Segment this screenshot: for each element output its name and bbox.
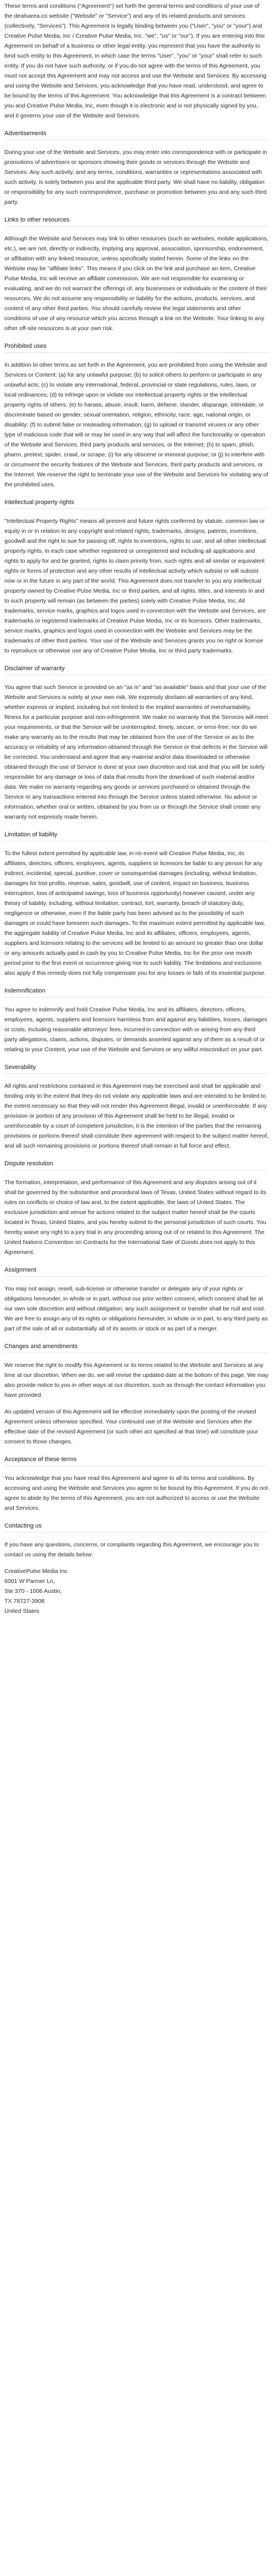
section-paragraph: Although the Website and Services may link to other resources (such as websites, mobile applications, etc.), we are not, directly or indirectly, implying any approval, association, sponsorship, endorsement, or affiliation with any linked resource, unless specifically stated herein. Some of the links on the Website may be "affiliate links". This means if you click on the link and purchase an item, Creative Pulse Media, Inc will receive an affiliate commission. We are not responsible for examining or evaluating, and we do not warrant the offerings of, any businesses or individuals or the content of their resources. We do not assume any responsibility or liability for the actions, products, services, and content of any other third parties. You should carefully review the legal statements and other conditions of use of any resource which you access through a link on the Website. Your linking to any other off-site resources is at your own risk. — [4, 235, 269, 332]
section-paragraph: During your use of the Website and Services, you may enter into correspondence with or participate in promotions of advertisers or sponsors showing their goods or services through the Website and Services. Any such activity, and any terms, conditions, warranties or representations associated with such activity, is solely between you and the applicable third party. We shall have no liability, obligation or responsibility for any such correspondence, purchase or promotion between you and any such third party. — [4, 149, 267, 205]
section-prohibited-uses — [4, 341, 269, 490]
section-heading: Disclaimer of warranty — [4, 664, 269, 675]
section-paragraph: You agree that such Service is provided on an "as is" and "as available" basis and that your use of the Website and Services is solely at your own risk. We expressly disclaim all warranties of any kind, whether express or implied, including but not limited to the implied warranties of merchantability, fitness for a particular purpose and non-infringement. We make no warranty that the Services will meet your requirements, or that the Service will be uninterrupted, timely, secure, or error-free; nor do we make any warranty as to the results that may be obtained from the use of the Service or as to the accuracy or reliability of any information obtained through the Service or that defects in the Service will be corrected. You understand and agree that any material and/or data downloaded or otherwise obtained through the use of Service is done at your own discretion and risk and that you will be solely responsible for any damage or loss of data that results from the download of such material and/or data. We make no warranty regarding any goods or services purchased or obtained through the Service or any transactions entered into through the Service unless stated otherwise. No advice or information, whether oral or written, obtained by you from us or through the Service shall create any warranty not expressly made herein. — [4, 684, 269, 820]
section-heading: Advertisements — [4, 128, 269, 140]
section-heading: Changes and amendments — [4, 1341, 269, 1353]
section-heading: Severability — [4, 1062, 269, 1074]
section-paragraph: In addition to other terms as set forth in the Agreement, you are prohibited from using the Website and Services or Content: (a) for any unlawful purpose; (b) to solicit others to perform or participate in any unlawful acts; (c) to violate any international, federal, provincial or state regulations, rules, laws, or local ordinances; (d) to infringe upon or violate our intellectual property rights or the intellectual property rights of others; (e) to harass, abuse, insult, harm, defame, slander, disparage, intimidate, or discriminate based on gender, sexual orientation, religion, ethnicity, race, age, national origin, or disability; (f) to submit false or misleading information; (g) to upload or transmit viruses or any other type of malicious code that will or may be used in any way that will affect the functionality or operation of the Website and Services, third party products and services, or the Internet; (h) to spam, phish, pharm, pretext, spider, crawl, or scrape; (i) for any obscene or immoral purpose; or (j) to interfere with or circumvent the security features of the Website and Services, third party products and services, or the Internet. We reserve the right to terminate your use of the Website and Services for violating any of the prohibited uses. — [4, 362, 269, 488]
section-changes-and-amendments — [4, 1341, 269, 1447]
section-disclaimer-of-warranty — [4, 664, 269, 822]
intro-section — [4, 1, 269, 121]
section-dispute-resolution — [4, 1159, 269, 1257]
section-heading: Prohibited uses — [4, 341, 269, 353]
section-assignment — [4, 1265, 269, 1334]
section-paragraph: To the fullest extent permitted by applicable law, in no event will Creative Pulse Media, Inc, its affiliates, directors, officers, employees, agents, suppliers or licensors be liable to any person for any indirect, incidental, special, punitive, cover or consequential damages (including, without limitation, damages for lost profits, revenue, sales, goodwill, use of content, impact on business, business interruption, loss of anticipated savings, loss of business opportunity) however caused, under any theory of liability, including, without limitation, contract, tort, warranty, breach of statutory duty, negligence or otherwise, even if the liable party has been advised as to the possibility of such damages or could have foreseen such damages. To the maximum extent permitted by applicable law, the aggregate liability of Creative Pulse Media, Inc and its affiliates, officers, employees, agents, suppliers and licensors relating to the services will be limited to an amount no greater than one dollar or any amounts actually paid in cash by you to Creative Pulse Media, Inc for the prior one month period prior to the first event or occurrence giving rise to such liability. The limitations and exclusions also apply if this remedy does not fully compensate you for any losses or fails of its essential purpose. — [4, 850, 266, 976]
section-paragraph: You may not assign, resell, sub-license or otherwise transfer or delegate any of your rights or obligations hereunder, in whole or in part, without our prior written consent, which consent shall be at our own sole discretion and without obligation; any such assignment or transfer shall be null and void. We are free to assign any of its rights or obligations hereunder, in whole or in part, to any third party as part of the sale of all or substantially all of its assets or stock or as part of a merger. — [4, 1286, 268, 1332]
section-advertisements — [4, 128, 269, 207]
section-paragraph: An updated version of this Agreement will be effective immediately upon the posting of the revised Agreement unless otherwise specified. Your continued use of the Website and Services after the effective date of the revised Agreement (or such other act specified at that time) will constitute your consent to those changes. — [4, 1408, 258, 1445]
section-paragraph: All rights and restrictions contained in this Agreement may be exercised and shall be applicable and binding only to the extent that they do not violate any applicable laws and are intended to be limited to the extent necessary so that they will not render this Agreement illegal, invalid or unenforceable. If any provision or portion of any provision of this Agreement shall be held to be illegal, invalid or unenforceable by a court of competent jurisdiction, it is the intention of the parties that the remaining provisions or portions thereof shall constitute their agreement with respect to the subject matter hereof, and all such remaining provisions or portions thereof shall remain in full force and effect. — [4, 1083, 269, 1149]
section-indemnification — [4, 986, 269, 1055]
contact-street: 6001 W Parmer Ln, — [4, 1578, 55, 1585]
section-paragraph: "Intellectual Property Rights" means all present and future rights conferred by statute, common law or equity in or in relation to any copyright and related rights, trademarks, designs, patents, inventions, goodwill and the right to sue for passing off, rights to inventions, rights to use, and all other intellectual property rights, in each case whether registered or unregistered and including all applications and rights to apply for and be granted, rights to claim priority from, such rights and all similar or equivalent rights or forms of protection and any other results of intellectual activity which subsist or will subsist now or in the future in any part of the world. This Agreement does not transfer to you any intellectual property owned by Creative Pulse Media, Inc or third parties, and all rights, titles, and interests in and to such property will remain (as between the parties) solely with Creative Pulse Media, Inc. All trademarks, service marks, graphics and logos used in connection with the Website and Services, are trademarks or registered trademarks of Creative Pulse Media, Inc or its licensors. Other trademarks, service marks, graphics and logos used in connection with the Website and Services may be the trademarks of other third parties. Your use of the Website and Services grants you no right or license to reproduce or otherwise use any of Creative Pulse Media, Inc or third party trademarks. — [4, 518, 266, 654]
section-heading: Intellectual property rights — [4, 497, 269, 509]
contact-suite-city: Ste 370 - 1006 Austin, — [4, 1588, 62, 1595]
section-heading: Limitation of liability — [4, 830, 269, 841]
section-paragraph: The formation, interpretation, and performance of this Agreement and any disputes arising out of it shall be governed by the substantive and procedural laws of Texas, United States without regard to its rules on conflicts or choice of law and, to the extent applicable, the laws of United States. The exclusive jurisdiction and venue for actions related to the subject matter hereof shall be the courts located in Texas, United States, and you hereby submit to the personal jurisdiction of such courts. You hereby waive any right to a jury trial in any proceeding arising out of or related to this Agreement. The United Nations Convention on Contracts for the International Sale of Goods does not apply to this Agreement. — [4, 1179, 266, 1256]
section-heading: Indemnification — [4, 986, 269, 998]
section-paragraph: You agree to indemnify and hold Creative Pulse Media, Inc and its affiliates, directors, officers, employees, agents, suppliers and licensors harmless from and against any liabilities, losses, damages or costs, including reasonable attorneys' fees, incurred in connection with or arising from any third party allegations, claims, actions, disputes, or demands asserted against any of them as a result of or relating to your Content, your use of the Website and Services or any willful misconduct on your part. — [4, 1006, 267, 1053]
section-heading: Acceptance of these terms — [4, 1454, 269, 1466]
section-heading: Links to other resources — [4, 215, 269, 227]
section-heading: Assignment — [4, 1265, 269, 1277]
section-links-to-other-resources — [4, 215, 269, 333]
section-paragraph: You acknowledge that you have read this Agreement and agree to all its terms and conditions. By accessing and using the Website and Services you agree to be bound by this Agreement. If you do not agree to abide by the terms of this Agreement, you are not authorized to access or use the Website and Services. — [4, 1475, 268, 1511]
section-contacting-us — [4, 1521, 269, 1616]
section-paragraph: We reserve the right to modify this Agreement or its terms related to the Website and Services at any time at our discretion. When we do, we will revise the updated date at the bottom of this page. We may also provide notice to you in other ways at our discretion, such as through the contact information you have provided. — [4, 1362, 269, 1398]
section-heading: Contacting us — [4, 1521, 269, 1533]
section-severability — [4, 1062, 269, 1151]
section-intellectual-property-rights — [4, 497, 269, 656]
section-paragraph: If you have any questions, concerns, or complaints regarding this Agreement, we encourage you to contact us using the details below: — [4, 1541, 259, 1558]
contact-company-name: CreativePulse Media Inc — [4, 1568, 68, 1575]
contact-country: United States — [4, 1608, 40, 1615]
section-limitation-of-liability — [4, 830, 269, 978]
intro-paragraph: These terms and conditions ("Agreement") set forth the general terms and conditions of your use of the dealsarea.co website ("Website" or "Service") and any of its related products and services (collectively, "Services"). This Agreement is legally binding between you ("User", "you" or "your") and Creative Pulse Media, Inc / Creative Pulse Media, Inc. "we", "us" or "our"). If you are entering into this Agreement on behalf of a business or other legal entity, you represent that you have the authority to bind such entity to this Agreement, in which case the terms "User", "you" or "your" shall refer to such entity. If you do not have such authority, or if you do not agree with the terms of this Agreement, you must not accept this Agreement and may not access and use the Website and Services. By accessing and using the Website and Services, you acknowledge that you have read, understood, and agree to be bound by the terms of this Agreement. You acknowledge that this Agreement is a contract between you and Creative Pulse Media, Inc, even though it is electronic and is not physically signed by you, and it governs your use of the Website and Services. — [4, 3, 267, 119]
contact-address — [4, 1566, 269, 1616]
section-heading: Dispute resolution — [4, 1159, 269, 1170]
contact-state-zip: TX 78727-3908 — [4, 1598, 45, 1605]
section-acceptance-of-terms — [4, 1454, 269, 1513]
